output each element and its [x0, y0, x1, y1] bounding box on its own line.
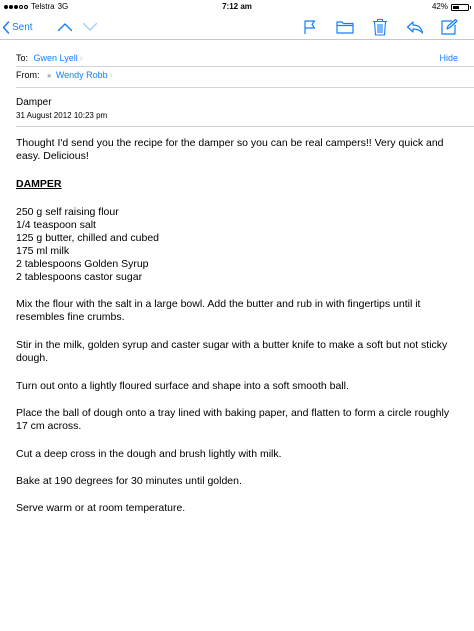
- mail-toolbar: [0, 14, 474, 40]
- divider: [16, 126, 474, 127]
- status-time: 7:12 am: [222, 2, 252, 11]
- chevron-left-icon: [2, 21, 10, 34]
- reply-button[interactable]: [404, 17, 426, 37]
- recipe-step: Serve warm or at room temperature.: [16, 502, 186, 514]
- previous-message-button[interactable]: [55, 17, 75, 37]
- message-date: 31 August 2012 10:23 pm: [16, 111, 108, 120]
- recipe-step: Place the ball of dough onto a tray lined with baking paper, and flatten to form a circle roughly 17 cm across.: [16, 407, 450, 432]
- move-to-folder-button[interactable]: [334, 17, 356, 37]
- ingredient-item: 2 tablespoons castor sugar: [16, 271, 143, 283]
- battery-icon: [451, 4, 469, 11]
- ingredient-item: 2 tablespoons Golden Syrup: [16, 258, 149, 270]
- back-button-label: Sent: [12, 21, 33, 33]
- from-row: [16, 66, 458, 84]
- compose-icon: [440, 18, 458, 36]
- to-row: [16, 48, 458, 68]
- battery-percent: 42%: [431, 2, 448, 11]
- ingredient-item: 250 g self raising flour: [16, 206, 119, 218]
- recipe-step: Mix the flour with the salt in a large bowl. Add the butter and rub in with fingertips until it resembles fine crumbs.: [16, 298, 421, 323]
- ingredient-item: 125 g butter, chilled and cubed: [16, 232, 160, 244]
- message-intro: Thought I'd send you the recipe for the damper so you can be real campers!! Very quick and easy. Delicious!: [16, 137, 444, 162]
- recipe-step: Stir in the milk, golden syrup and caster sugar with a butter knife to make a soft but not sticky dough.: [16, 339, 448, 364]
- down-arrow-icon: [82, 22, 98, 32]
- carrier-name: Telstra: [31, 2, 55, 11]
- status-bar: [0, 0, 474, 14]
- back-button[interactable]: [2, 17, 33, 37]
- recipe-step: Turn out onto a lightly floured surface and shape into a soft smooth ball.: [16, 380, 349, 392]
- status-bar-right: [432, 0, 469, 14]
- compose-button[interactable]: [438, 17, 460, 37]
- to-recipient[interactable]: Gwen Lyell: [33, 53, 78, 63]
- from-sender[interactable]: Wendy Robb: [55, 70, 108, 80]
- reply-icon: [406, 20, 424, 34]
- to-label: To:: [16, 53, 29, 63]
- folder-icon: [336, 20, 354, 34]
- from-label: From:: [16, 70, 40, 80]
- ingredient-item: 175 ml milk: [16, 245, 70, 257]
- recipe-title: DAMPER: [16, 178, 62, 190]
- divider: [16, 87, 474, 88]
- delete-button[interactable]: [370, 17, 390, 37]
- chevron-right-icon: ›: [109, 70, 113, 80]
- next-message-button[interactable]: [80, 17, 100, 37]
- hide-details-button[interactable]: Hide: [439, 53, 458, 63]
- message-subject: Damper: [16, 97, 52, 108]
- flag-icon: [303, 19, 317, 35]
- recipe-step: Bake at 190 degrees for 30 minutes until golden.: [16, 475, 242, 487]
- chevron-right-icon: ›: [79, 53, 83, 63]
- recipe-step: Cut a deep cross in the dough and brush lightly with milk.: [16, 448, 282, 460]
- battery-fill: [453, 6, 459, 9]
- ingredients-list: [16, 206, 461, 284]
- trash-icon: [372, 18, 388, 36]
- network-type: 3G: [57, 2, 69, 11]
- up-arrow-icon: [57, 22, 73, 32]
- vip-star-icon: ★: [46, 73, 53, 80]
- ingredient-item: 1/4 teaspoon salt: [16, 219, 96, 231]
- flag-button[interactable]: [300, 17, 320, 37]
